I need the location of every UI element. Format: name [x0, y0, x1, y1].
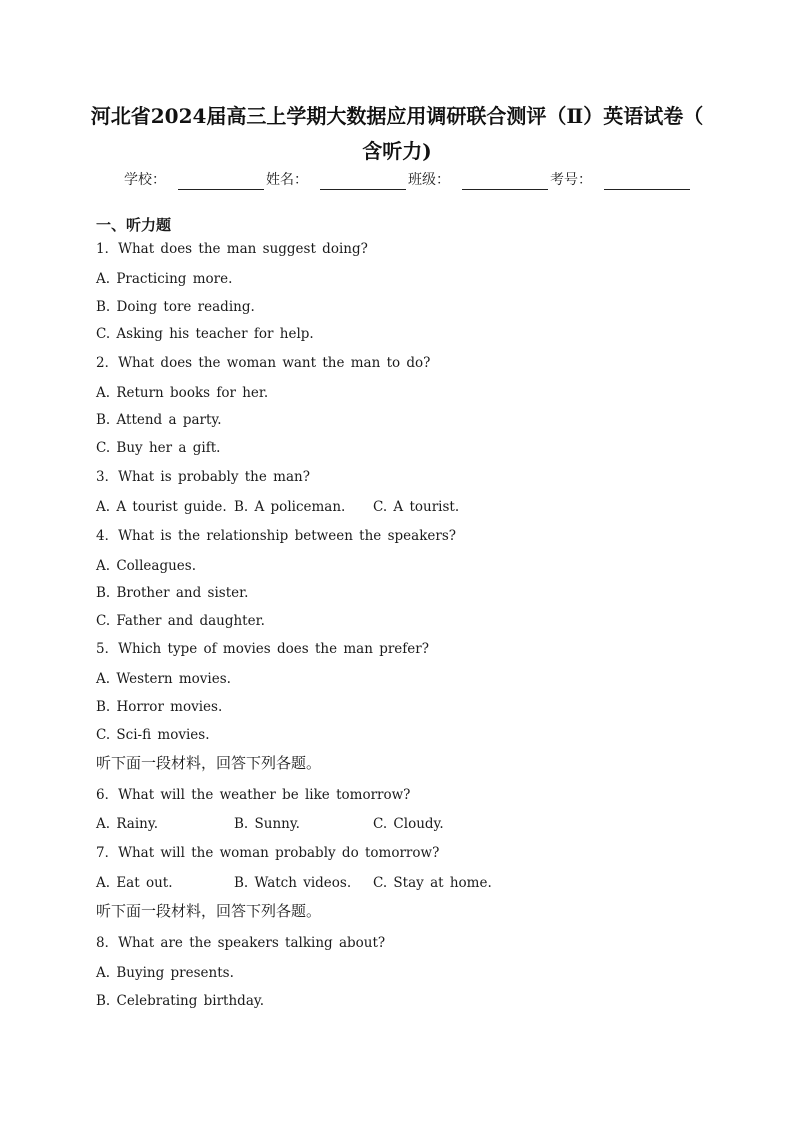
question-7: 7．What will the woman probably do tomorrow? [96, 845, 440, 861]
q7-option-c: C. Stay at home. [373, 875, 492, 891]
class-blank[interactable] [462, 174, 548, 190]
question-8: 8．What are the speakers talking about? [96, 935, 386, 951]
id-blank[interactable] [604, 174, 690, 190]
school-label: 学校： [124, 172, 166, 188]
question-5: 5．Which type of movies does the man prefer? [96, 641, 429, 657]
q1-option-c: C. Asking his teacher for help. [96, 326, 314, 342]
q2-option-b: B. Attend a party. [96, 412, 222, 428]
section-title-listening: 一、听力题 [96, 216, 172, 234]
question-1: 1．What does the man suggest doing? [96, 241, 368, 257]
q3-option-a: A. A tourist guide. [96, 499, 227, 515]
school-blank[interactable] [178, 174, 264, 190]
q5-option-b: B. Horror movies. [96, 699, 223, 715]
class-label: 班级： [408, 172, 450, 188]
q7-option-a: A. Eat out. [96, 875, 173, 891]
q8-option-a: A. Buying presents. [96, 965, 234, 981]
question-4: 4．What is the relationship between the speakers? [96, 528, 456, 544]
listen-instruction-1: 听下面一段材料，回答下列各题。 [96, 754, 322, 772]
question-6: 6．What will the weather be like tomorrow? [96, 787, 411, 803]
q5-option-c: C. Sci-fi movies. [96, 727, 210, 743]
q6-option-a: A. Rainy. [96, 816, 158, 832]
question-3: 3．What is probably the man? [96, 469, 310, 485]
q2-option-a: A. Return books for her. [96, 385, 269, 401]
q3-option-c: C. A tourist. [373, 499, 460, 515]
q6-option-c: C. Cloudy. [373, 816, 444, 832]
q4-option-b: B. Brother and sister. [96, 585, 249, 601]
q6-option-b: B. Sunny. [234, 816, 300, 832]
q4-option-c: C. Father and daughter. [96, 613, 265, 629]
name-label: 姓名： [266, 172, 308, 188]
q4-option-a: A. Colleagues. [96, 558, 197, 574]
exam-title-line1: 河北省2024届高三上学期大数据应用调研联合测评（Ⅱ）英语试卷（ [90, 104, 704, 128]
listen-instruction-2: 听下面一段材料，回答下列各题。 [96, 902, 322, 920]
q1-option-a: A. Practicing more. [96, 271, 233, 287]
question-2: 2．What does the woman want the man to do? [96, 355, 431, 371]
exam-title-line2: 含听力) [362, 139, 432, 163]
q7-option-b: B. Watch videos. [234, 875, 352, 891]
q3-option-b: B. A policeman. [234, 499, 346, 515]
student-info-row [124, 170, 692, 190]
q5-option-a: A. Western movies. [96, 671, 231, 687]
q1-option-b: B. Doing tore reading. [96, 299, 255, 315]
q2-option-c: C. Buy her a gift. [96, 440, 221, 456]
q8-option-b: B. Celebrating birthday. [96, 993, 264, 1009]
id-label: 考号： [550, 172, 592, 188]
name-blank[interactable] [320, 174, 406, 190]
